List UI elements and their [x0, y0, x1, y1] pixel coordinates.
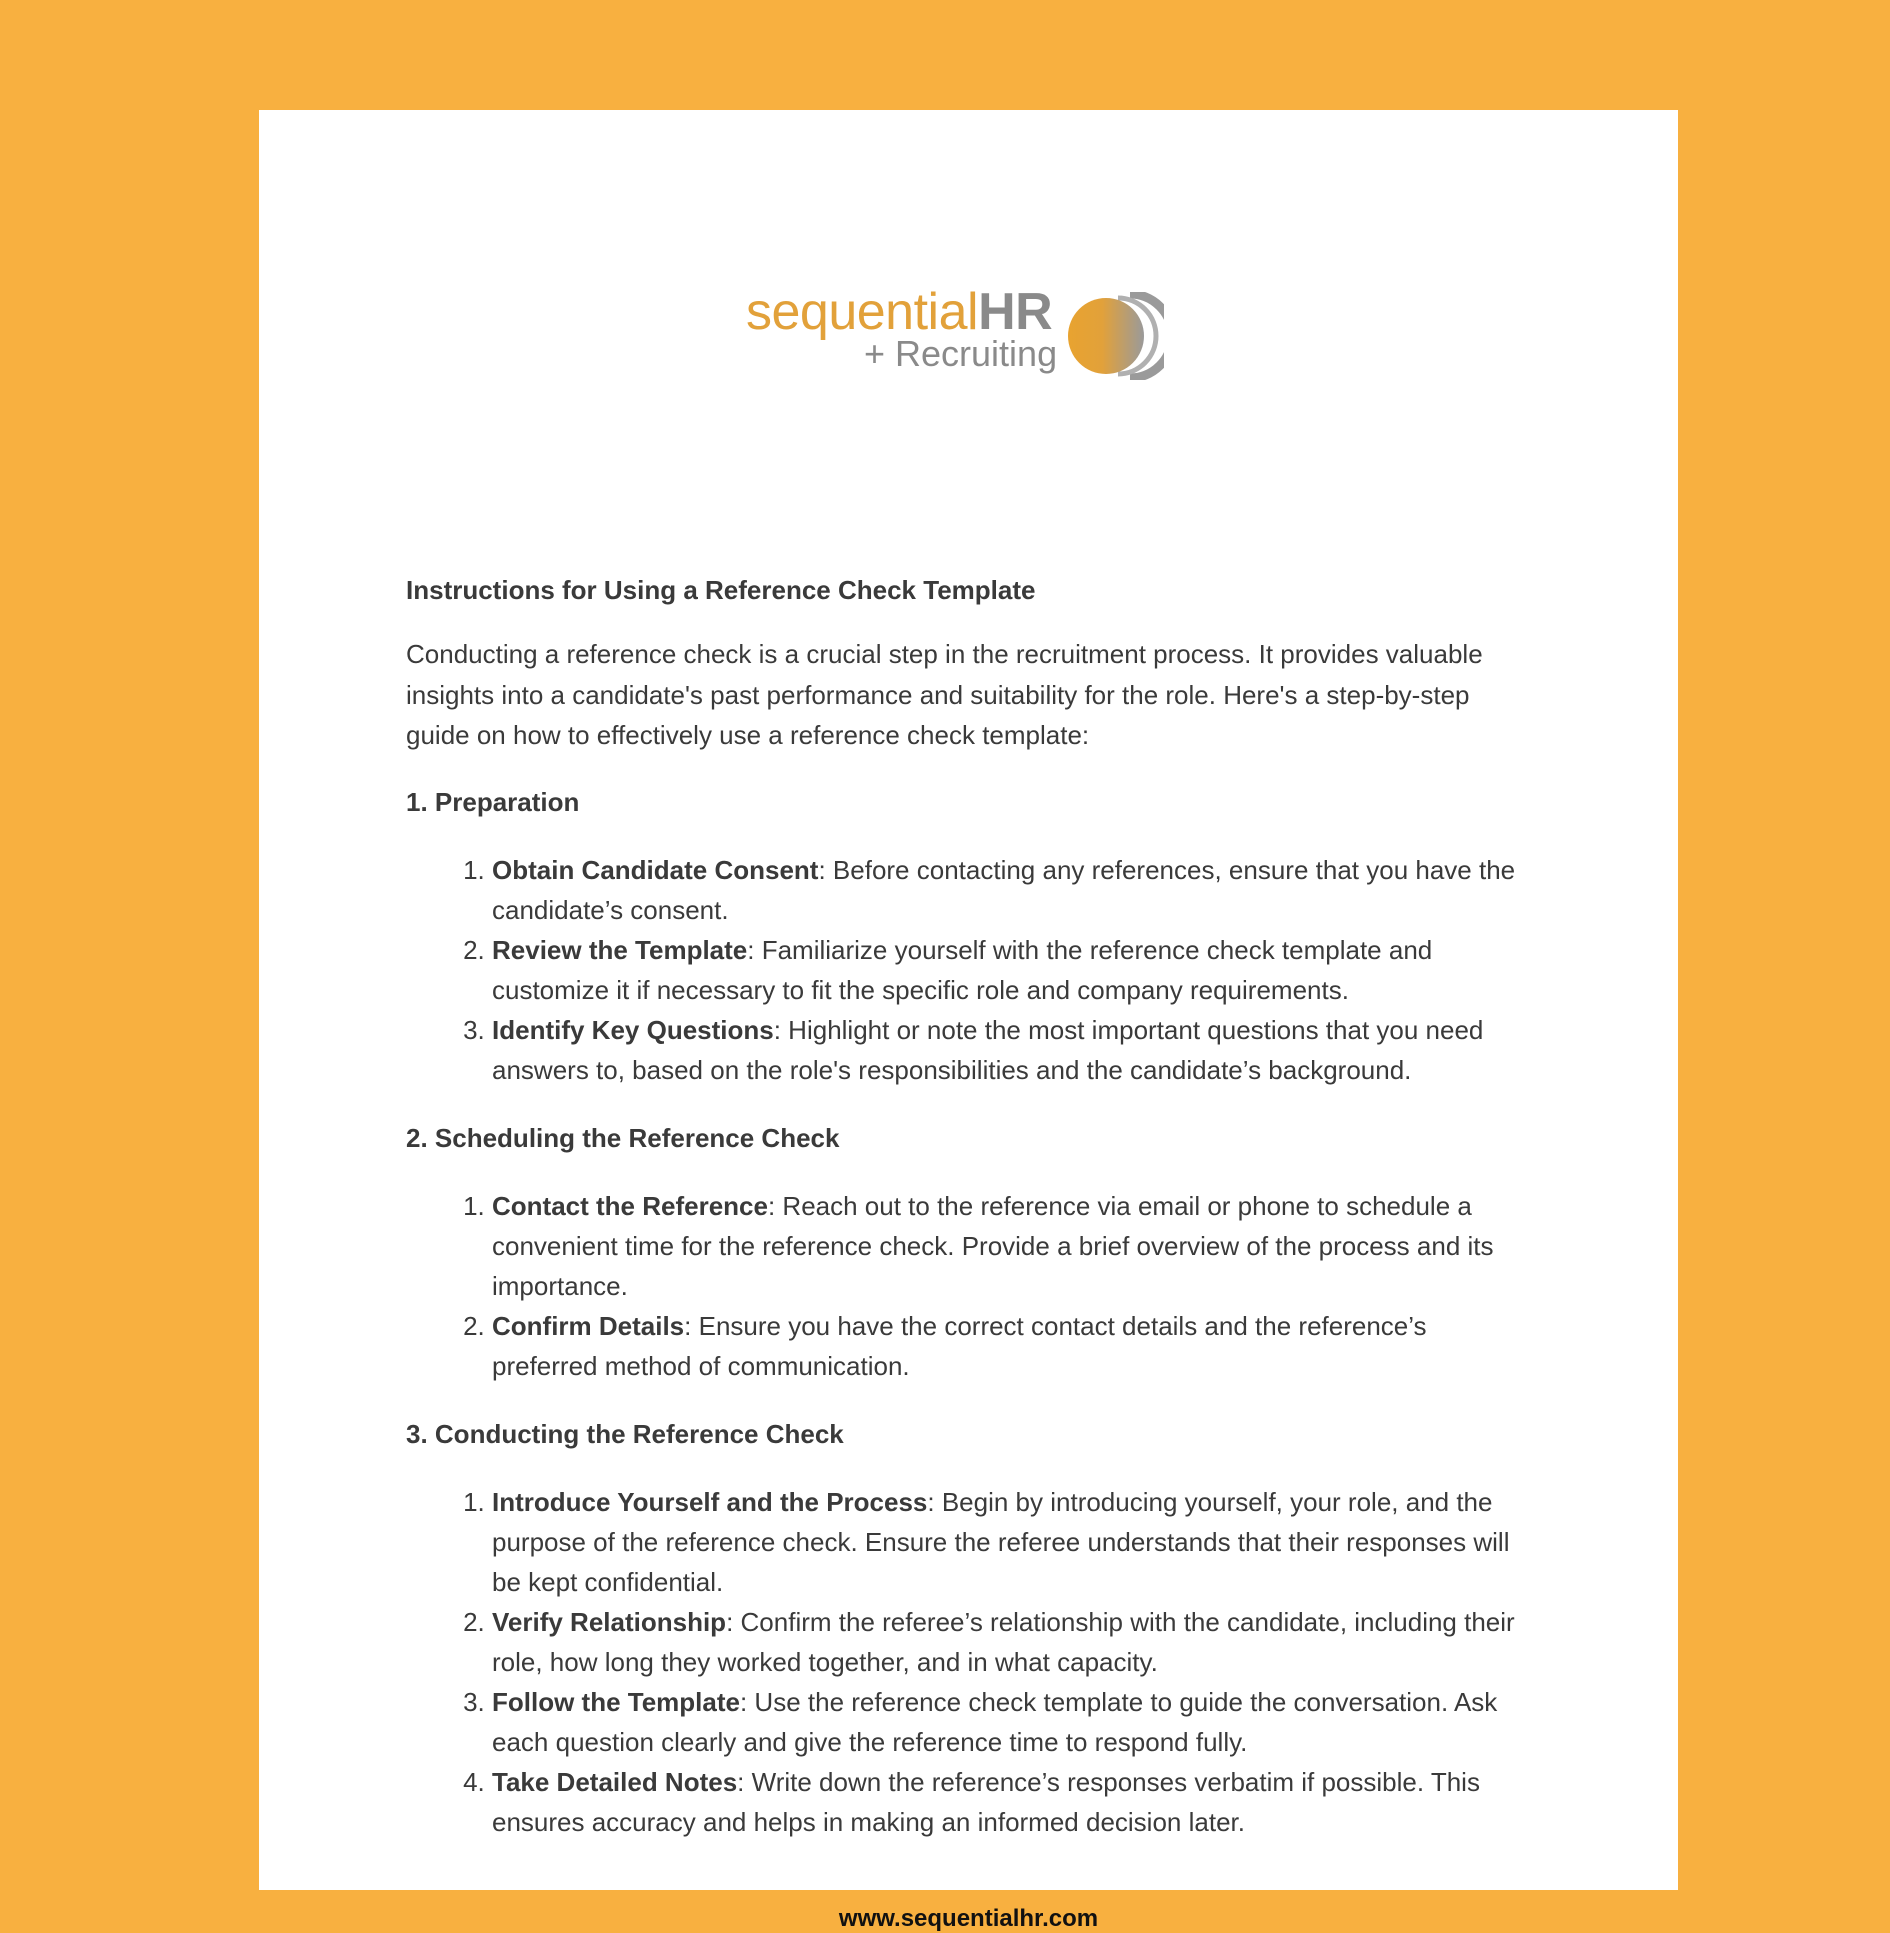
- section-title: 3. Conducting the Reference Check: [406, 1418, 844, 1449]
- logo-subtitle: + Recruiting: [864, 333, 1058, 374]
- scheduling-list: [406, 1186, 1536, 1386]
- section-title: 1. Preparation: [406, 786, 580, 817]
- section-conducting: [406, 1414, 1536, 1842]
- footer-url[interactable]: www.sequentialhr.com: [838, 1905, 1099, 1932]
- list-item: 3. Identify Key Questions: Highlight or note the most important questions that you need answers to, based on the role's responsibilities and the candidate’s background.: [492, 1010, 1536, 1090]
- list-item: 2. Review the Template: Familiarize yourself with the reference check template and customize it if necessary to fit the specific role and company requirements.: [492, 930, 1536, 1010]
- section-scheduling: [406, 1118, 1536, 1386]
- section-title: 2. Scheduling the Reference Check: [406, 1122, 840, 1153]
- list-item: 1. Introduce Yourself and the Process: Begin by introducing yourself, your role, and the purpose of the reference check. Ensure the referee understands that their responses will be kept confidential.: [492, 1482, 1536, 1602]
- list-item: 2. Confirm Details: Ensure you have the correct contact details and the reference’s preferred method of communication.: [492, 1306, 1536, 1386]
- logo-wordmark: sequentialHR: [746, 283, 1053, 341]
- logo-circles-icon: [1068, 292, 1164, 380]
- document-body: [406, 570, 1536, 1870]
- preparation-list: [406, 850, 1536, 1090]
- document-title: Instructions for Using a Reference Check Template: [406, 575, 1036, 605]
- document-page: [259, 110, 1678, 1932]
- section-preparation: [406, 782, 1536, 1090]
- list-item: 2. Verify Relationship: Confirm the referee’s relationship with the candidate, including their role, how long they worked together, and in what capacity.: [492, 1602, 1536, 1682]
- company-logo: [746, 282, 1191, 392]
- intro-paragraph: Conducting a reference check is a crucial step in the recruitment process. It provides valuable insights into a candidate's past performance and suitability for the role. Here's a step-by-step guide on how to effectively use a reference check template:: [406, 639, 1483, 750]
- list-item: 1. Contact the Reference: Reach out to the reference via email or phone to schedule a convenient time for the reference check. Provide a brief overview of the process and its importance.: [492, 1186, 1536, 1306]
- list-item: 1. Obtain Candidate Consent: Before contacting any references, ensure that you have the candidate’s consent.: [492, 850, 1536, 930]
- conducting-list: [406, 1482, 1536, 1842]
- list-item: 3. Follow the Template: Use the reference check template to guide the conversation. Ask each question clearly and give the reference time to respond fully.: [492, 1682, 1536, 1762]
- list-item: 4. Take Detailed Notes: Write down the reference’s responses verbatim if possible. This ensures accuracy and helps in making an informed decision later.: [492, 1762, 1536, 1842]
